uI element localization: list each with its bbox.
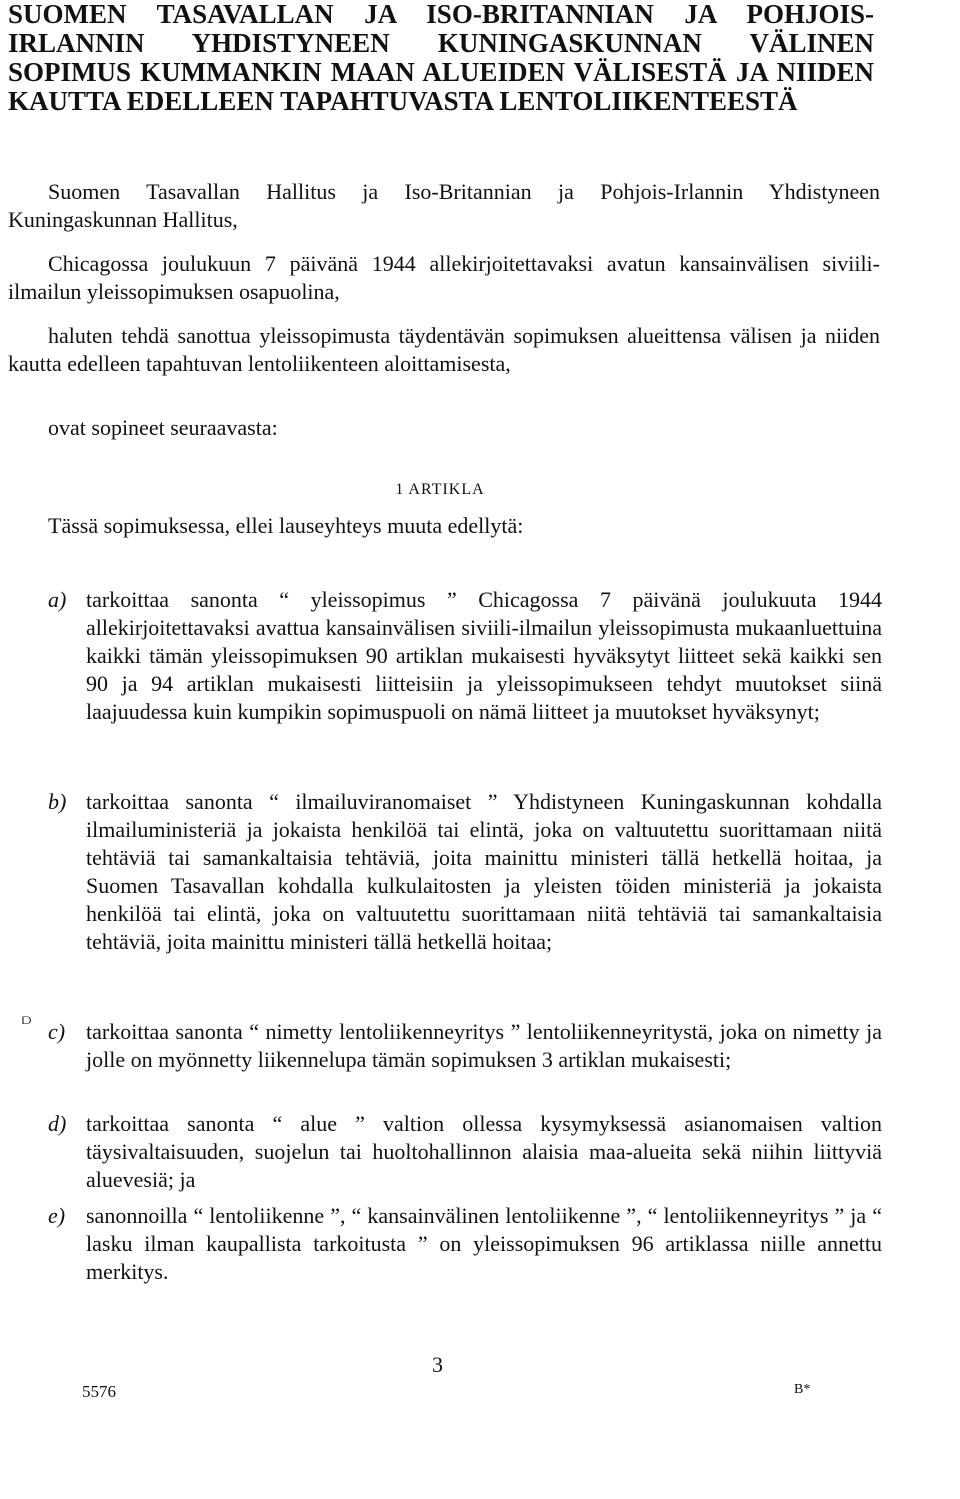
preamble-parties: Suomen Tasavallan Hallitus ja Iso-Britannian ja Pohjois-Irlannin Yhdistyneen Kuningaskunnan Hallitus, <box>8 179 880 232</box>
definition-item-a <box>30 586 882 726</box>
item-label: a) <box>48 587 67 612</box>
item-label: e) <box>48 1203 66 1228</box>
article-intro: Tässä sopimuksessa, ellei lauseyhteys muuta edellytä: <box>48 513 524 538</box>
definition-item-e <box>30 1202 882 1286</box>
preamble-convention: Chicagossa joulukuun 7 päivänä 1944 allekirjoitettavaksi avatun kansainvälisen siviili-ilmailun yleissopimuksen osapuolina, <box>8 251 880 304</box>
definition-item-c <box>30 1018 882 1074</box>
item-label: c) <box>48 1019 66 1044</box>
item-text: tarkoittaa sanonta “ ilmailuviranomaiset ” Yhdistyneen Kuningaskunnan kohdalla ilmailuministeriä ja jokaista henkilöä tai elintä, joka on valtuutettu suorittamaan niitä tehtäviä tai samankaltaisia tehtäviä, joita mainittu ministeri tällä hetkellä hoitaa, ja Suomen Tasavallan kohdalla kulkulaitosten ja yleisten töiden ministeriä ja jokaista henkilöä tai elintä, joka on valtuutettu suorittamaan niitä tehtäviä tai samankaltaisia tehtäviä, joita mainittu ministeri tällä hetkellä hoitaa; <box>86 789 882 954</box>
item-text: tarkoittaa sanonta “ yleissopimus ” Chicagossa 7 päivänä joulukuuta 1944 allekirjoitettavaksi avattua kansainvälisen siviili-ilmailun yleissopimusta mukaanluettuina kaikki tämän yleissopimuksen 90 artiklan mukaisesti hyväksytyt liitteet sekä kaikki sen 90 ja 94 artiklan mukaisesti liitteisiin ja yleissopimukseen tehdyt muutokset siinä laajuudessa kuin kumpikin sopimuspuoli on nämä liitteet ja muutokset hyväksynyt; <box>86 587 882 724</box>
definition-item-d <box>30 1110 882 1194</box>
item-text: tarkoittaa sanonta “ nimetty lentoliikenneyritys ” lentoliikenneyritystä, joka on nimetty ja jolle on myönnetty liikennelupa tämän sopimuksen 3 artiklan mukaisesti; <box>86 1019 882 1072</box>
item-text: tarkoittaa sanonta “ alue ” valtion ollessa kysymyksessä asianomaisen valtion täysivaltaisuuden, suojelun tai huoltohallinnon alaisia maa-alueita sekä niihin liittyviä aluevesiä; ja <box>86 1111 882 1192</box>
page-number: 3 <box>432 1352 443 1377</box>
item-label: d) <box>48 1111 67 1136</box>
item-text: sanonnoilla “ lentoliikenne ”, “ kansainvälinen lentoliikenne ”, “ lentoliikenneyritys ” ja “ lasku ilman kaupallista tarkoitusta ” on yleissopimuksen 96 artiklassa niille annettu merkitys. <box>86 1203 882 1284</box>
footer-code-left: 5576 <box>82 1382 116 1401</box>
article-heading: 1 ARTIKLA <box>395 481 485 498</box>
margin-mark: ⫐ <box>22 1012 32 1029</box>
definition-item-b <box>30 788 882 956</box>
document-title: SUOMEN TASAVALLAN JA ISO-BRITANNIAN JA POHJOIS-IRLANNIN YHDISTYNEEN KUNINGASKUNNAN VÄLINEN SOPIMUS KUMMANKIN MAAN ALUEIDEN VÄLISESTÄ JA NIIDEN KAUTTA EDELLEEN TAPAHTUVASTA LENTOLIIKENTEESTÄ <box>8 0 874 116</box>
preamble-agreed: ovat sopineet seuraavasta: <box>48 415 278 440</box>
preamble-purpose: haluten tehdä sanottua yleissopimusta täydentävän sopimuksen alueittensa välisen ja niiden kautta edelleen tapahtuvan lentoliikenteen aloittamisesta, <box>8 323 880 376</box>
item-label: b) <box>48 789 67 814</box>
footer-code-right: B* <box>794 1382 811 1397</box>
